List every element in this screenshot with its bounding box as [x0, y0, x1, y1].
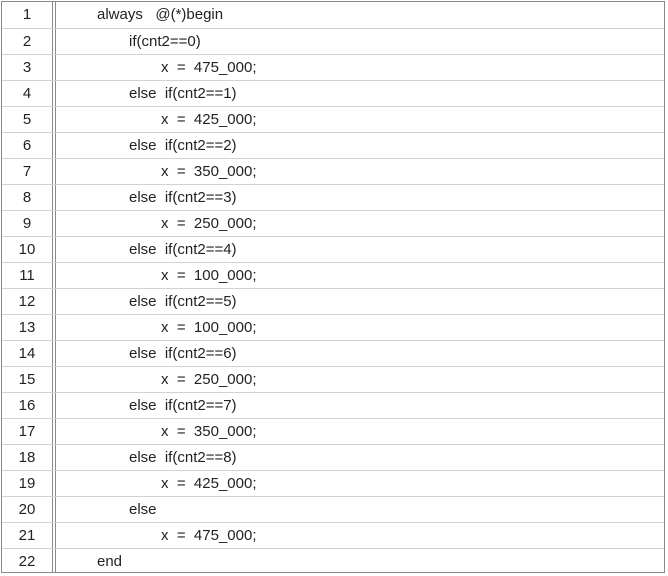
code-line — [2, 522, 664, 548]
line-code: else if(cnt2==2) — [129, 137, 237, 154]
line-code: else — [129, 501, 157, 518]
line-code: x = 350_000; — [161, 423, 257, 440]
line-code: x = 475_000; — [161, 527, 257, 544]
line-code: end — [97, 553, 123, 570]
code-line — [2, 444, 664, 470]
line-number: 15 — [18, 371, 36, 388]
code-line — [2, 132, 664, 158]
code-line — [2, 392, 664, 418]
code-line — [2, 366, 664, 392]
line-number: 8 — [22, 189, 32, 206]
code-line — [2, 184, 664, 210]
line-number: 5 — [22, 111, 32, 128]
line-code: x = 425_000; — [161, 475, 257, 492]
line-code: else if(cnt2==6) — [129, 345, 237, 362]
line-number: 1 — [22, 6, 32, 23]
line-number: 19 — [18, 475, 36, 492]
code-line — [2, 288, 664, 314]
code-line — [2, 496, 664, 522]
line-code: else if(cnt2==8) — [129, 449, 237, 466]
line-code: else if(cnt2==7) — [129, 397, 237, 414]
line-number: 18 — [18, 449, 36, 466]
code-line — [2, 80, 664, 106]
line-number: 21 — [18, 527, 36, 544]
line-number: 3 — [22, 59, 32, 76]
line-number: 10 — [18, 241, 36, 258]
line-number: 4 — [22, 85, 32, 102]
line-number: 16 — [18, 397, 36, 414]
line-number: 22 — [18, 553, 36, 570]
code-line — [2, 548, 664, 574]
line-number: 2 — [22, 33, 32, 50]
code-line — [2, 54, 664, 80]
line-number: 11 — [19, 267, 35, 284]
code-line — [2, 210, 664, 236]
line-code: x = 250_000; — [161, 215, 257, 232]
code-line — [2, 262, 664, 288]
line-code: x = 350_000; — [161, 163, 257, 180]
code-line — [2, 158, 664, 184]
line-number: 17 — [18, 423, 36, 440]
line-number: 13 — [18, 319, 36, 336]
line-code: else if(cnt2==1) — [129, 85, 237, 102]
line-code: x = 100_000; — [161, 267, 257, 284]
line-code: x = 250_000; — [161, 371, 257, 388]
code-listing — [1, 1, 665, 573]
code-line — [2, 418, 664, 444]
code-line — [2, 236, 664, 262]
code-line — [2, 340, 664, 366]
line-code: else if(cnt2==5) — [129, 293, 237, 310]
line-code: always @(*)begin — [97, 6, 224, 23]
code-line — [2, 106, 664, 132]
line-code: else if(cnt2==3) — [129, 189, 237, 206]
line-number: 6 — [22, 137, 32, 154]
code-line — [2, 2, 664, 28]
line-number: 9 — [22, 215, 32, 232]
line-code: x = 100_000; — [161, 319, 257, 336]
line-code: else if(cnt2==4) — [129, 241, 237, 258]
line-number: 12 — [18, 293, 36, 310]
line-number: 14 — [18, 345, 36, 362]
line-code: x = 475_000; — [161, 59, 257, 76]
code-line — [2, 314, 664, 340]
code-line — [2, 470, 664, 496]
line-number: 7 — [22, 163, 32, 180]
line-code: x = 425_000; — [161, 111, 257, 128]
code-line — [2, 28, 664, 54]
line-code: if(cnt2==0) — [129, 33, 201, 50]
line-number: 20 — [18, 501, 36, 518]
